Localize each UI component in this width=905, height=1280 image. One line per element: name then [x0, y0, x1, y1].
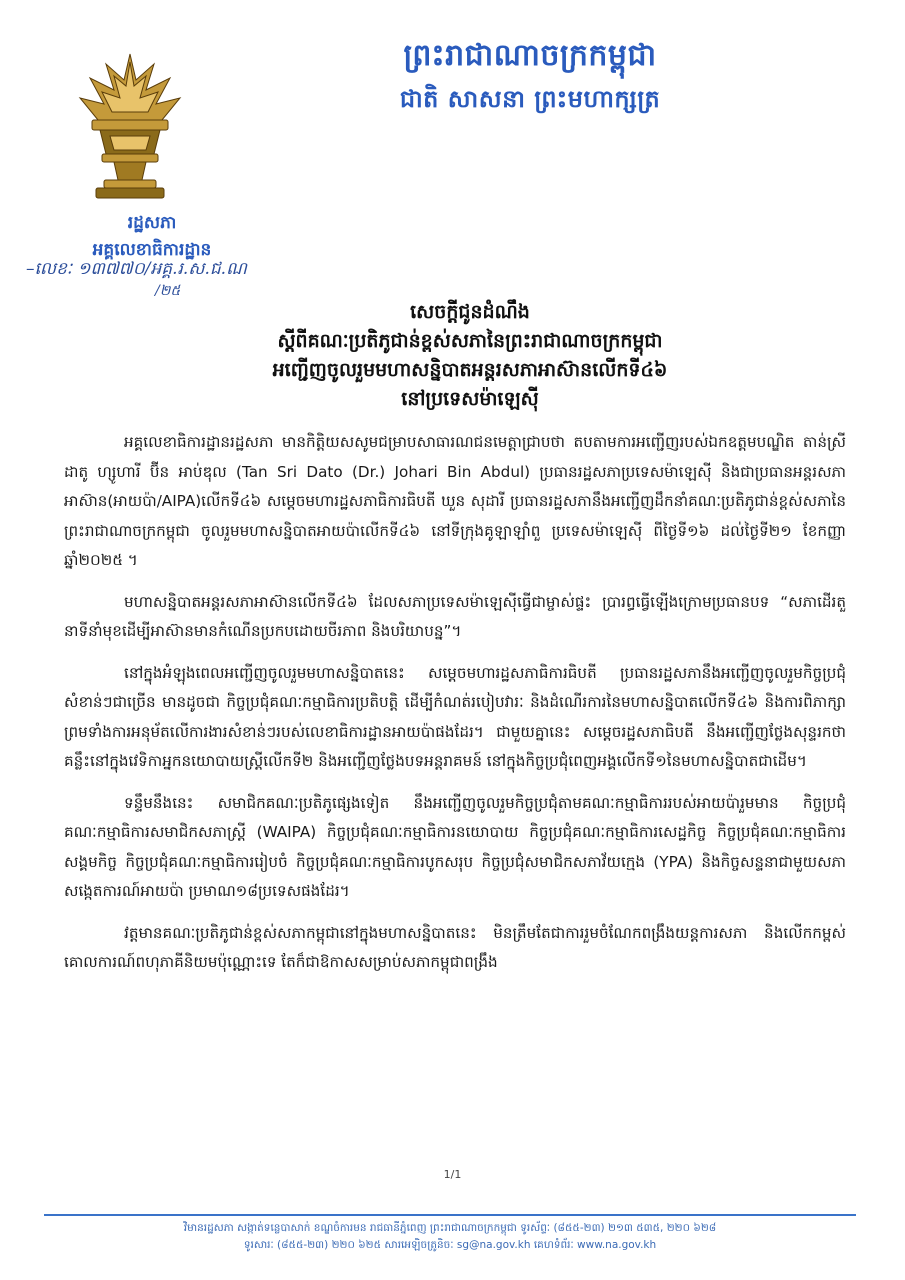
title-line: នៅប្រទេសម៉ាឡេស៊ី	[401, 388, 539, 410]
issuing-organization	[52, 212, 252, 264]
title-line: ស្ដីពីគណៈប្រតិភូជាន់ខ្ពស់សភានៃព្រះរាជាណាចក្រកម្ពុជា	[277, 330, 663, 352]
footer-divider	[44, 1214, 856, 1216]
title-line: សេចក្ដីជូនដំណឹង	[410, 301, 530, 323]
body-paragraph: វត្តមានគណៈប្រតិភូជាន់ខ្ពស់សភាកម្ពុជានៅក្នុងមហាសន្និបាតនេះ មិនត្រឹមតែជាការរួមចំណែកពង្រឹងយន្តការសភា និងលើកកម្ពស់គោលការណ៍ពហុភាគីនិយមប៉ុណ្ណោះទេ តែក៏ជាឱកាសសម្រាប់សភាកម្ពុជាពង្រឹង	[64, 923, 846, 971]
footer-contacts: ទូរសារៈ (៨៥៥-២៣) ២២០ ៦២៥ សារអេឡិចត្រូនិចៈ sg@na.gov.kh គេហទំព័រៈ www.na.gov.kh	[243, 1239, 657, 1251]
reference-number: –លេខៈ ១៣៧៧០/អគ្គ.រ.ស.ជ.ណ	[26, 259, 247, 279]
body-paragraph: ទន្ទឹមនឹងនេះ សមាជិកគណៈប្រតិភូផ្សេងទៀត នឹងអញ្ជើញចូលរួមកិច្ចប្រជុំតាមគណៈកម្មាធិការរបស់អាយប៉ារួមមាន កិច្ចប្រជុំគណៈកម្មាធិការសមាជិកសភាស្ត្រី (WAIPA) កិច្ចប្រជុំគណៈកម្មាធិការនយោបាយ កិច្ចប្រជុំគណៈកម្មាធិការសេដ្ឋកិច្ច កិច្ចប្រជុំគណៈកម្មាធិការសង្គមកិច្ច កិច្ចប្រជុំគណៈកម្មាធិការរៀបចំ កិច្ចប្រជុំគណៈកម្មាធិការបូកសរុប កិច្ចប្រជុំសមាជិកសភាវ័យក្មេង (YPA) និងកិច្ចសន្ទនាជាមួយសភាសង្កេតការណ៍អាយប៉ា ប្រមាណ១៨ប្រទេសផងដែរ។	[64, 793, 846, 900]
document-body	[64, 428, 846, 990]
footer-address: វិមានរដ្ឋសភា សង្កាត់ទន្លេបាសាក់ ខណ្ឌចំការមន រាជធានីភ្នំពេញ ព្រះរាជាណាចក្រកម្ពុជា ទូរស័ព្ទៈ (៨៥៥-២៣) ២១៣ ៥៣៥, ២២០ ៦២៨	[183, 1222, 717, 1234]
org-department: អគ្គលេខាធិការដ្ឋាន	[92, 240, 212, 260]
body-paragraph: មហាសន្និបាតអន្តរសភាអាស៊ានលើកទី៤៦ ដែលសភាប្រទេសម៉ាឡេស៊ីធ្វើជាម្ចាស់ផ្ទះ ប្រារព្ធធ្វើឡើងក្រោមប្រធានបទ “សភាដើរតួនាទីនាំមុខដើម្បីអាស៊ានមានកំណើនប្រកបដោយចីរភាព និងបរិយាបន្ន”។	[64, 592, 846, 640]
reference-year: /២៥	[155, 283, 181, 299]
national-motto: ជាតិ សាសនា ព្រះមហាក្សត្រ	[399, 84, 661, 113]
kingdom-title: ព្រះរាជាណាចក្រកម្ពុជា	[403, 38, 657, 73]
document-title	[150, 298, 790, 414]
body-paragraph: នៅក្នុងអំឡុងពេលអញ្ជើញចូលរួមមហាសន្និបាតនេះ សម្ដេចមហារដ្ឋសភាធិការធិបតី ប្រធានរដ្ឋសភានឹងអញ្ជើញចូលរួមកិច្ចប្រជុំសំខាន់ៗជាច្រើន មានដូចជា កិច្ចប្រជុំគណៈកម្មាធិការប្រតិបត្តិ ដើម្បីកំណត់របៀបវារៈ និងដំណើរការនៃមហាសន្និបាតលើកទី៤៦ និងការពិភាក្សា ព្រមទាំងការអនុម័តលើការងារសំខាន់ៗរបស់លេខាធិការដ្ឋានអាយប៉ាផងដែរ។ ជាមួយគ្នានេះ សម្ដេចរដ្ឋសភាធិបតី នឹងអញ្ជើញថ្លែងសុន្ទរកថាគន្លឹះនៅក្នុងវេទិកាអ្នកនយោបាយស្ត្រីលើកទី២ និងអញ្ជើញថ្លែងបទអន្តរាគមន៍ នៅក្នុងកិច្ចប្រជុំពេញអង្គលើកទី១នៃមហាសន្និបាតជាដើម។	[64, 663, 846, 770]
page-number: 1/1	[443, 1168, 462, 1181]
letterhead	[230, 28, 830, 119]
title-line: អញ្ជើញចូលរួមមហាសន្និបាតអន្តរសភាអាស៊ានលើកទី៤៦	[272, 359, 668, 381]
body-paragraph: អគ្គលេខាធិការដ្ឋានរដ្ឋសភា មានកិត្តិយសសូមជម្រាបសាធារណជនមេត្តាជ្រាបថា តបតាមការអញ្ជើញរបស់ឯកឧត្តមបណ្ឌិត តាន់ស្រី ដាតូ ហ្សូហារី ប៊ីន អាប់ឌុល (Tan Sri Dato (Dr.) Johari Bin Abdul) ប្រធានរដ្ឋសភាប្រទេសម៉ាឡេស៊ី និងជាប្រធានអន្តរសភាអាស៊ាន(អាយប៉ា/AIPA)លើកទី៤៦ សម្ដេចមហារដ្ឋសភាធិការធិបតី ឃួន សុដារី ប្រធានរដ្ឋសភានឹងអញ្ជើញដឹកនាំគណៈប្រតិភូជាន់ខ្ពស់សភានៃព្រះរាជាណាចក្រកម្ពុជា ចូលរួមមហាសន្និបាតអាយប៉ាលើកទី៤៦ នៅទីក្រុងគូឡាឡាំពួ ប្រទេសម៉ាឡេស៊ី ពីថ្ងៃទី១៦ ដល់ថ្ងៃទី២១ ខែកញ្ញា ឆ្នាំ២០២៥ ។	[64, 433, 846, 569]
org-name: រដ្ឋសភា	[127, 213, 177, 233]
national-assembly-emblem-icon	[70, 50, 190, 210]
footer-contact	[44, 1220, 856, 1254]
